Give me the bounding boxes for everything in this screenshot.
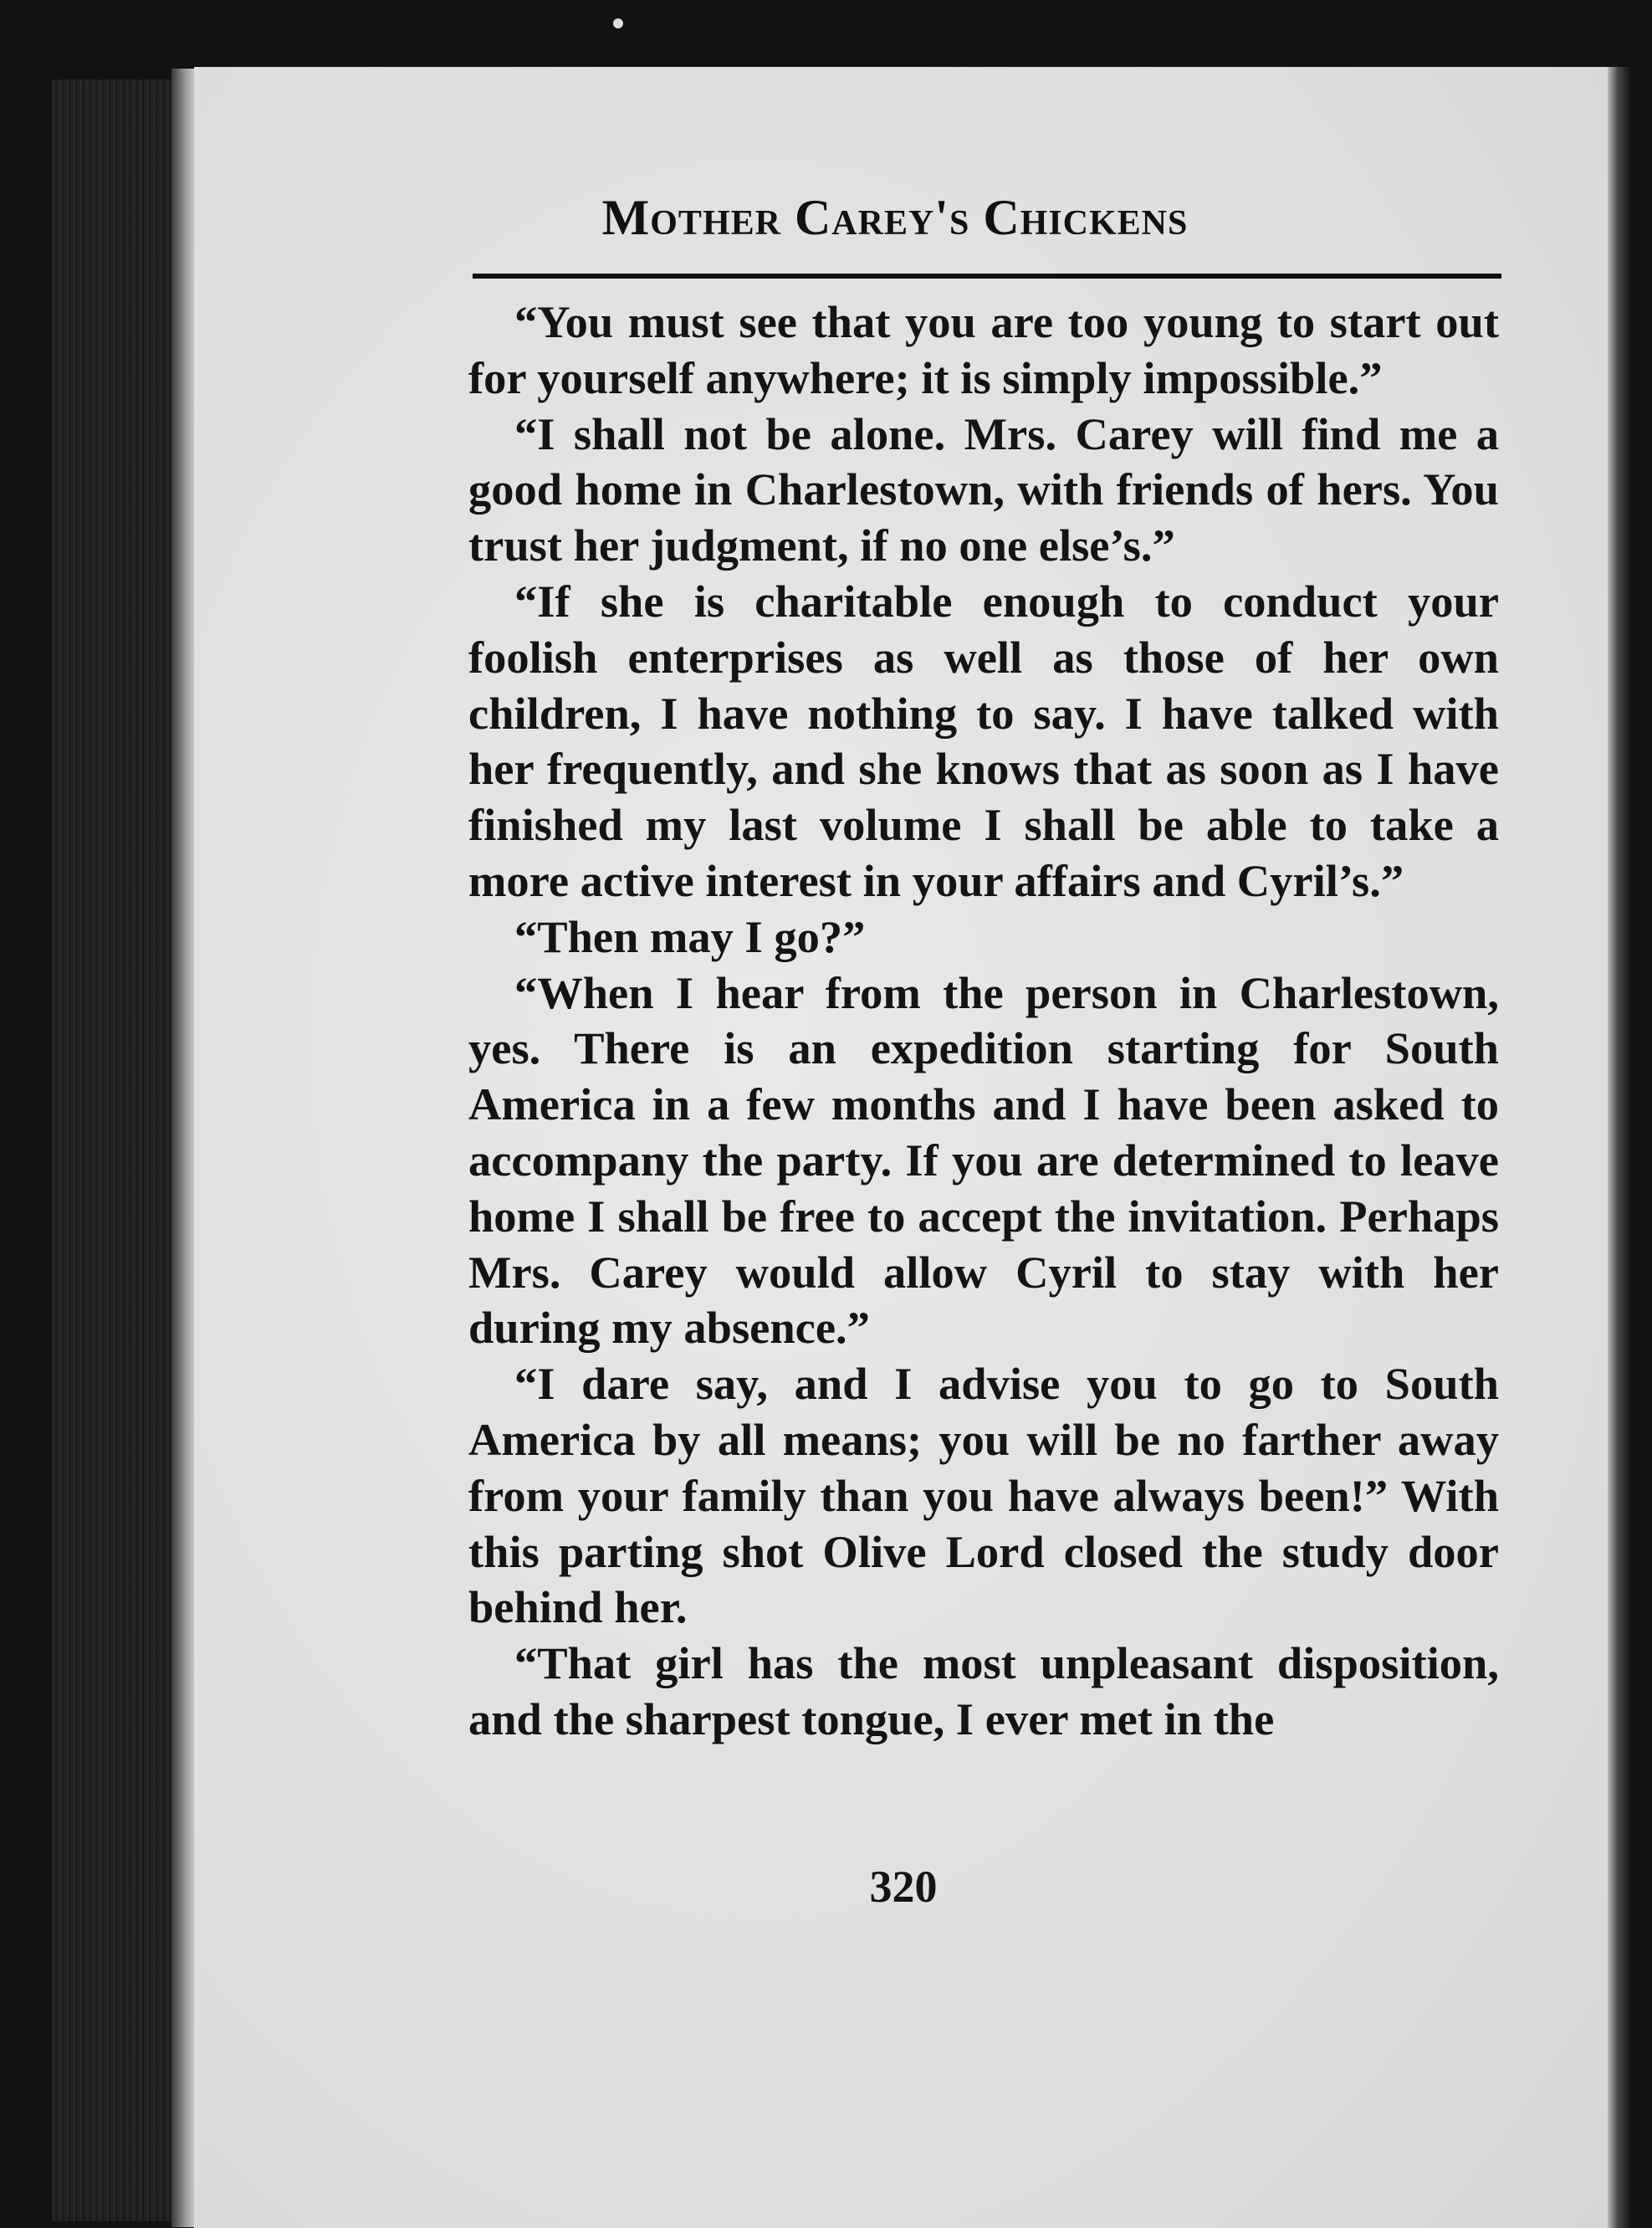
paragraph: “When I hear from the person in Charlestown, yes. There is an expedition starting for South America in a few months and I have been asked to accompany the party. If you are determined to leave home I shall be free to accept the invitation. Perhaps Mrs. Carey would allow Cyril to stay with her during my absence.” — [468, 966, 1499, 1354]
dust-speck — [613, 18, 623, 28]
page-number: 320 — [869, 1862, 938, 1912]
page-edge-right — [1608, 67, 1633, 2228]
paragraph: “If she is charitable enough to conduct your foolish enterprises as well as those of her own children, I have nothing to say. I have talked with her frequently, and she knows that as soon as I have finished my last volume I shall be able to take a more active interest in your affairs and Cyril’s.” — [468, 575, 1499, 906]
running-head: Mother Carey's Chickens — [601, 190, 1189, 245]
body-text — [468, 295, 1499, 1748]
page-edge-left — [171, 69, 195, 2227]
paragraph: “That girl has the most unpleasant disposition, and the sharpest tongue, I ever met in the — [468, 1637, 1499, 1744]
paragraph: “I shall not be alone. Mrs. Carey will find me a good home in Charlestown, with friends of hers. You trust her judgment, if no one else’s.” — [468, 407, 1499, 571]
paragraph: “You must see that you are too young to start out for yourself anywhere; it is simply impossible.” — [468, 296, 1499, 403]
paragraph: “Then may I go?” — [514, 910, 866, 962]
book-binding — [52, 79, 177, 2221]
running-head-rule — [473, 274, 1501, 279]
paragraph: “I dare say, and I advise you to go to South America by all means; you will be no farther away from your family than you have always been!” With this parting shot Olive Lord closed the study door behind her. — [468, 1358, 1499, 1633]
